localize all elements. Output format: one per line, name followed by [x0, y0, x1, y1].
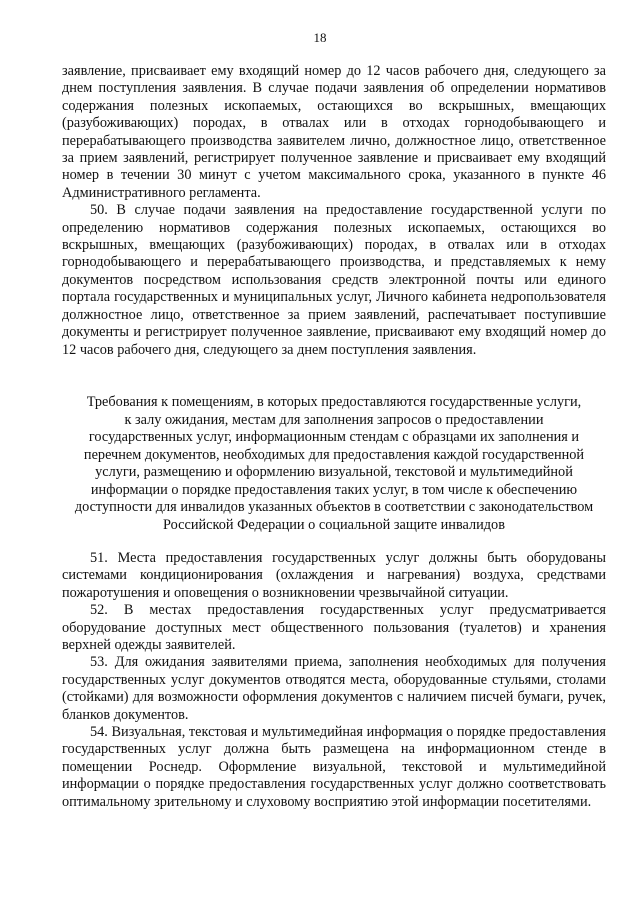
page-number: 18 — [313, 30, 327, 45]
heading-line: государственных услуг, информационным стендам с образцами их заполнения и — [88, 429, 580, 445]
paragraph-50: 50. В случае подачи заявления на предоставление государственной услуги по определению нормативов содержания полезных ископаемых, остающихся во вскрышных, вмещающих (разубоживающих) породах, в отвалах или в отходах горнодобывающего и перерабатывающего производства, и представляемых к нему документов посредством использования средств электронной почты или единого портала государственных и муниципальных услуг, Личного кабинета недропользователя должностное лицо, ответственное за прием заявлений, распечатывает поступившие документы и регистрирует полученное заявление, присваивают ему входящий номер до 12 часов рабочего дня, следующего за днем поступления заявления. — [62, 202, 606, 358]
paragraph-53: 53. Для ожидания заявителями приема, заполнения необходимых для получения государственных услуг документов отводятся места, оборудованные стульями, столами (стойками) для возможности оформления документов с наличием писчей бумаги, ручек, бланков документов. — [62, 654, 606, 723]
paragraph-52: 52. В местах предоставления государственных услуг предусматривается оборудование доступных мест общественного пользования (туалетов) и хранения верхней одежды заявителей. — [62, 602, 606, 654]
paragraphs-bottom — [62, 550, 606, 811]
paragraph-51: 51. Места предоставления государственных услуг должны быть оборудованы системами кондиционирования (охлаждения и нагревания) воздуха, средствами пожаротушения и оповещения о возникновении чрезвычайной ситуации. — [62, 550, 606, 601]
paragraphs-top — [62, 63, 606, 359]
heading-line: информации о порядке предоставления таких услуг, в том числе к обеспечению — [90, 481, 578, 498]
paragraph-54: 54. Визуальная, текстовая и мультимедийная информация о порядке предоставления государственных услуг должна быть размещена на информационном стенде в помещении Роснедр. Оформление визуальной, текстовой и мультимедийной информации о порядке предоставления государственных услуг должно соответствовать оптимальному зрительному и слуховому восприятию этой информации посетителями. — [62, 724, 606, 810]
section-heading — [62, 394, 606, 534]
heading-line: к залу ожидания, местам для заполнения запросов о предоставлении — [124, 411, 544, 428]
paragraph-continuation: заявление, присваивает ему входящий номер до 12 часов рабочего дня, следующего за днем поступления заявления. В случае подачи заявления об определении нормативов содержания полезных ископаемых, остающихся во вскрышных, вмещающих (разубоживающих) породах, в отвалах или в отходах горнодобывающего и перерабатывающего производства заявителем лично, должностное лицо, ответственное за прием заявлений, регистрирует полученное заявление и присваивает ему входящий номер в течении 30 минут с учетом максимального срока, указанного в пункте 46 Административного регламента. — [62, 63, 606, 201]
heading-line: перечнем документов, необходимых для предоставления каждой государственной — [83, 446, 585, 463]
heading-line: услуги, размещению и оформлению визуальной, текстовой и мультимедийной — [95, 464, 573, 480]
heading-line: Требования к помещениям, в которых предоставляются государственные услуги, — [86, 394, 582, 410]
heading-line: доступности для инвалидов указанных объектов в соответствии с законодательством — [74, 499, 594, 515]
heading-line: Российской Федерации о социальной защите инвалидов — [163, 516, 505, 533]
